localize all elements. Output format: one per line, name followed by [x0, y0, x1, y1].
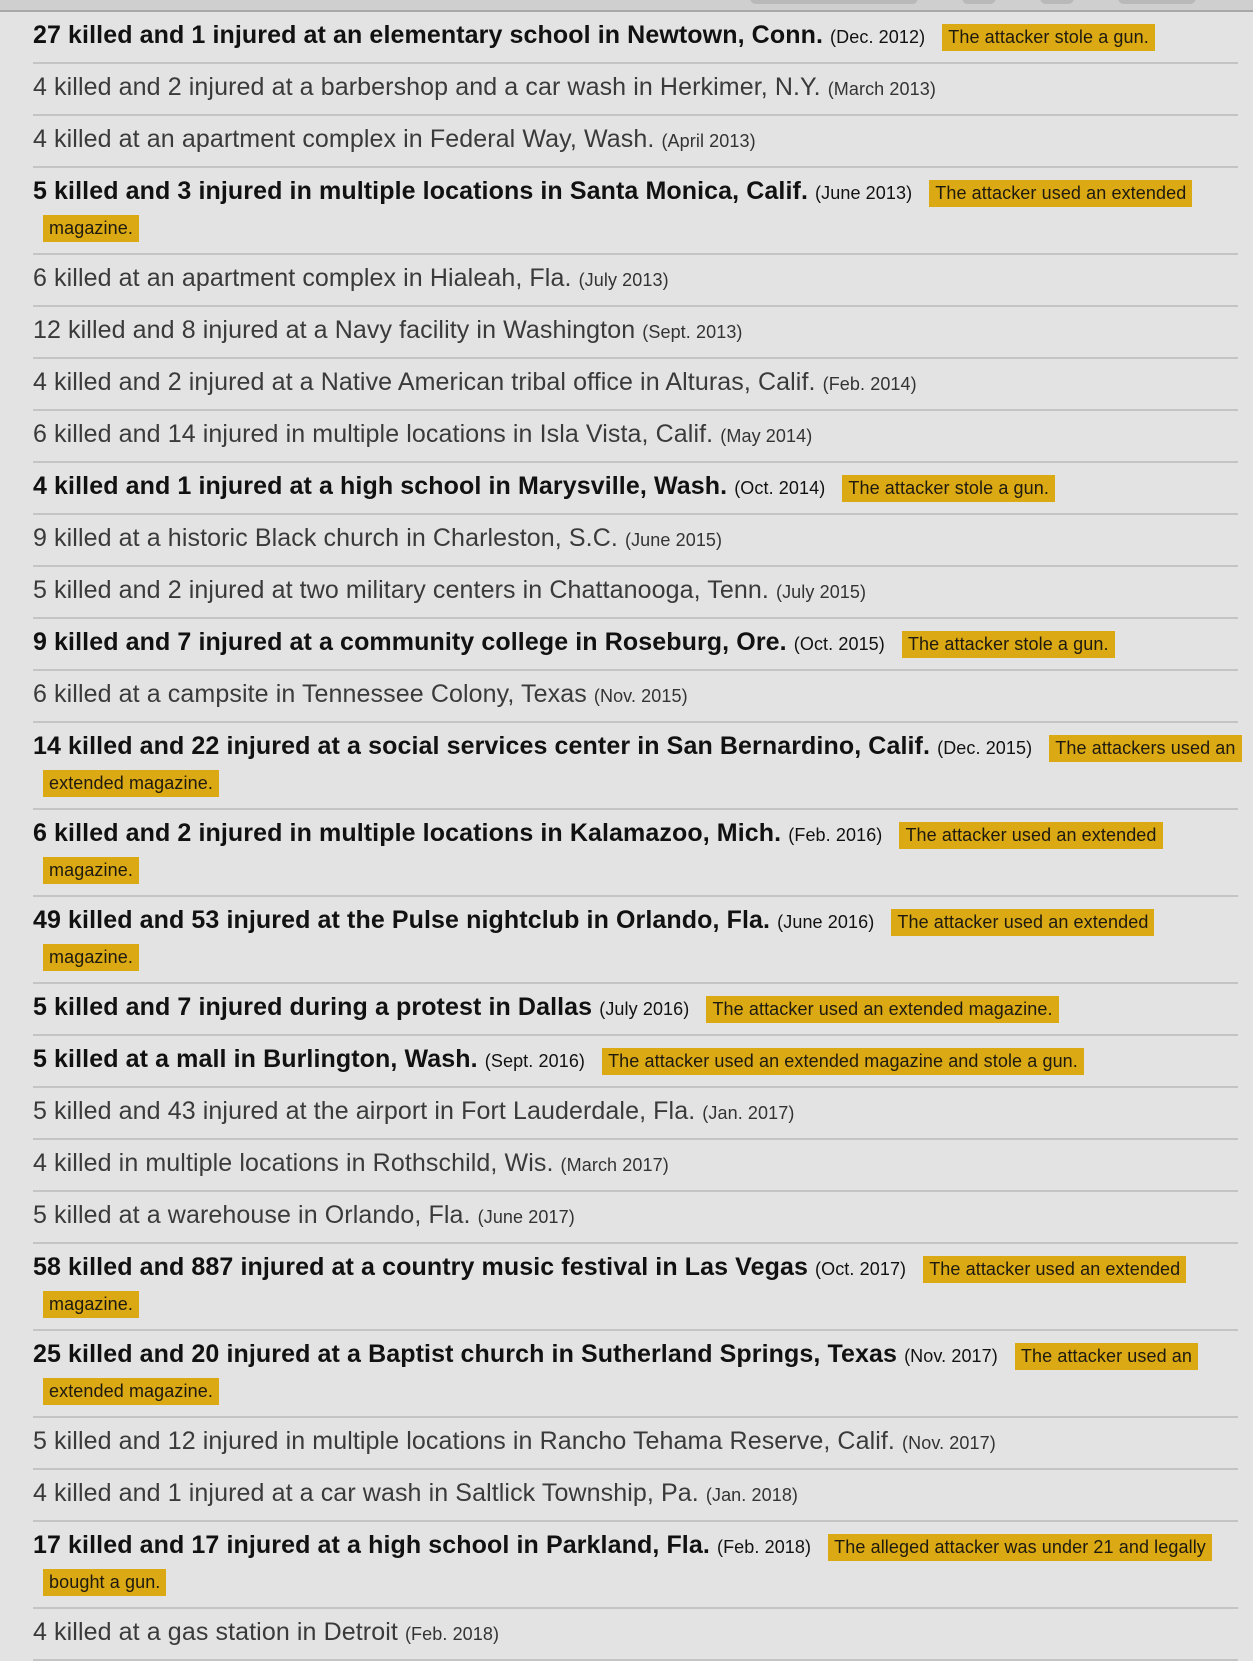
incident-description: 4 killed and 1 injured at a high school in Marysville, Wash.: [33, 472, 728, 500]
highlight-note: The attacker used an extended magazine.: [706, 996, 1058, 1023]
incident-date: (June 2013): [815, 183, 913, 203]
list-item: [33, 12, 1238, 64]
incident-date: (Jan. 2017): [702, 1103, 795, 1123]
list-item: [33, 359, 1238, 411]
incident-list: [33, 12, 1238, 1661]
incident-date: (March 2013): [827, 79, 936, 99]
highlight-note: The attacker used an extended magazine.: [43, 909, 1154, 971]
incident-description: 6 killed and 14 injured in multiple locations in Isla Vista, Calif.: [33, 420, 714, 448]
incident-date: (July 2015): [775, 582, 867, 602]
toolbar-control: [1118, 0, 1196, 4]
incident-date: (July 2013): [578, 270, 669, 290]
incident-description: 5 killed and 2 injured at two military centers in Chattanooga, Tenn.: [33, 576, 769, 604]
highlight-note: The attacker used an extended magazine.: [43, 180, 1192, 242]
incident-description: 9 killed at a historic Black church in Charleston, S.C.: [33, 524, 618, 552]
incident-description: 6 killed at a campsite in Tennessee Colony, Texas: [33, 680, 587, 708]
toolbar-control: [1040, 0, 1074, 4]
highlight-note: The attackers used an extended magazine.: [43, 735, 1242, 797]
list-item: [33, 567, 1238, 619]
list-item: [33, 463, 1238, 515]
list-item: [33, 810, 1238, 897]
list-item: [33, 116, 1238, 168]
incident-date: (June 2017): [477, 1207, 575, 1227]
incident-description: 5 killed at a warehouse in Orlando, Fla.: [33, 1201, 471, 1229]
list-item: [33, 1331, 1238, 1418]
list-item: [33, 411, 1238, 463]
list-item: [33, 515, 1238, 567]
highlight-note: The attacker stole a gun.: [902, 631, 1115, 658]
incident-date: (May 2014): [720, 426, 813, 446]
browser-top-edge: [0, 0, 1253, 12]
incident-description: 4 killed and 2 injured at a barbershop and a car wash in Herkimer, N.Y.: [33, 73, 821, 101]
incident-description: 5 killed and 12 injured in multiple locations in Rancho Tehama Reserve, Calif.: [33, 1427, 895, 1455]
incident-date: (Oct. 2017): [815, 1259, 907, 1279]
list-item: [33, 1192, 1238, 1244]
list-item: [33, 897, 1238, 984]
incident-description: 5 killed and 43 injured at the airport in Fort Lauderdale, Fla.: [33, 1097, 696, 1125]
incident-description: 4 killed and 1 injured at a car wash in Saltlick Township, Pa.: [33, 1479, 699, 1507]
highlight-note: The attacker stole a gun.: [942, 24, 1155, 51]
list-item: [33, 619, 1238, 671]
incident-description: 4 killed at an apartment complex in Federal Way, Wash.: [33, 125, 655, 153]
incident-date: (Jan. 2018): [705, 1485, 799, 1505]
incident-date: (June 2016): [777, 912, 875, 932]
incident-date: (Feb. 2018): [716, 1537, 812, 1557]
highlight-note: The attacker used an extended magazine.: [43, 822, 1163, 884]
incident-date: (Sept. 2013): [642, 322, 743, 342]
incident-date: (Sept. 2016): [484, 1051, 586, 1071]
incident-date: (Dec. 2015): [937, 738, 1033, 758]
highlight-note: The attacker used an extended magazine.: [43, 1256, 1186, 1318]
incident-date: (Dec. 2012): [830, 27, 926, 47]
list-item: [33, 168, 1238, 255]
incident-description: 25 killed and 20 injured at a Baptist church in Sutherland Springs, Texas: [33, 1340, 898, 1368]
list-item: [33, 1140, 1238, 1192]
highlight-note: The attacker used an extended magazine.: [43, 1343, 1198, 1405]
list-item: [33, 1088, 1238, 1140]
toolbar-control: [962, 0, 996, 4]
list-item: [33, 1418, 1238, 1470]
incident-date: (July 2016): [599, 999, 690, 1019]
incident-description: 5 killed at a mall in Burlington, Wash.: [33, 1045, 478, 1073]
list-item: [33, 1244, 1238, 1331]
toolbar-control: [750, 0, 918, 4]
incident-description: 27 killed and 1 injured at an elementary school in Newtown, Conn.: [33, 21, 823, 49]
incident-description: 4 killed at a gas station in Detroit: [33, 1618, 398, 1646]
incident-description: 12 killed and 8 injured at a Navy facility in Washington: [33, 316, 636, 344]
list-item: [33, 255, 1238, 307]
incident-description: 4 killed and 2 injured at a Native American tribal office in Alturas, Calif.: [33, 368, 816, 396]
list-item: [33, 671, 1238, 723]
incident-description: 58 killed and 887 injured at a country music festival in Las Vegas: [33, 1253, 808, 1281]
incident-description: 5 killed and 3 injured in multiple locations in Santa Monica, Calif.: [33, 177, 808, 205]
incident-date: (April 2013): [661, 131, 756, 151]
incident-description: 4 killed in multiple locations in Rothschild, Wis.: [33, 1149, 554, 1177]
incident-date: (Oct. 2014): [734, 478, 826, 498]
list-item: [33, 723, 1238, 810]
list-item: [33, 984, 1238, 1036]
incident-description: 5 killed and 7 injured during a protest in Dallas: [33, 993, 593, 1021]
list-item: [33, 1609, 1238, 1661]
incident-date: (March 2017): [560, 1155, 669, 1175]
incident-description: 17 killed and 17 injured at a high school in Parkland, Fla.: [33, 1531, 710, 1559]
incident-date: (Nov. 2017): [904, 1346, 998, 1366]
list-item: [33, 1036, 1238, 1088]
list-item: [33, 1470, 1238, 1522]
list-item: [33, 307, 1238, 359]
incident-date: (Nov. 2017): [902, 1433, 996, 1453]
incident-date: (June 2015): [624, 530, 723, 550]
incident-description: 9 killed and 7 injured at a community college in Roseburg, Ore.: [33, 628, 787, 656]
incident-description: 49 killed and 53 injured at the Pulse nightclub in Orlando, Fla.: [33, 906, 771, 934]
highlight-note: The alleged attacker was under 21 and legally bought a gun.: [43, 1534, 1212, 1596]
incident-description: 14 killed and 22 injured at a social services center in San Bernardino, Calif.: [33, 732, 931, 760]
incident-date: (Feb. 2018): [404, 1624, 500, 1644]
highlight-note: The attacker used an extended magazine and stole a gun.: [602, 1048, 1084, 1075]
incident-date: (Feb. 2016): [788, 825, 883, 845]
incident-date: (Oct. 2015): [793, 634, 885, 654]
list-item: [33, 64, 1238, 116]
list-item: [33, 1522, 1238, 1609]
incident-description: 6 killed at an apartment complex in Hialeah, Fla.: [33, 264, 572, 292]
incident-date: (Feb. 2014): [822, 374, 917, 394]
incident-description: 6 killed and 2 injured in multiple locations in Kalamazoo, Mich.: [33, 819, 782, 847]
incident-date: (Nov. 2015): [593, 686, 688, 706]
highlight-note: The attacker stole a gun.: [842, 475, 1055, 502]
